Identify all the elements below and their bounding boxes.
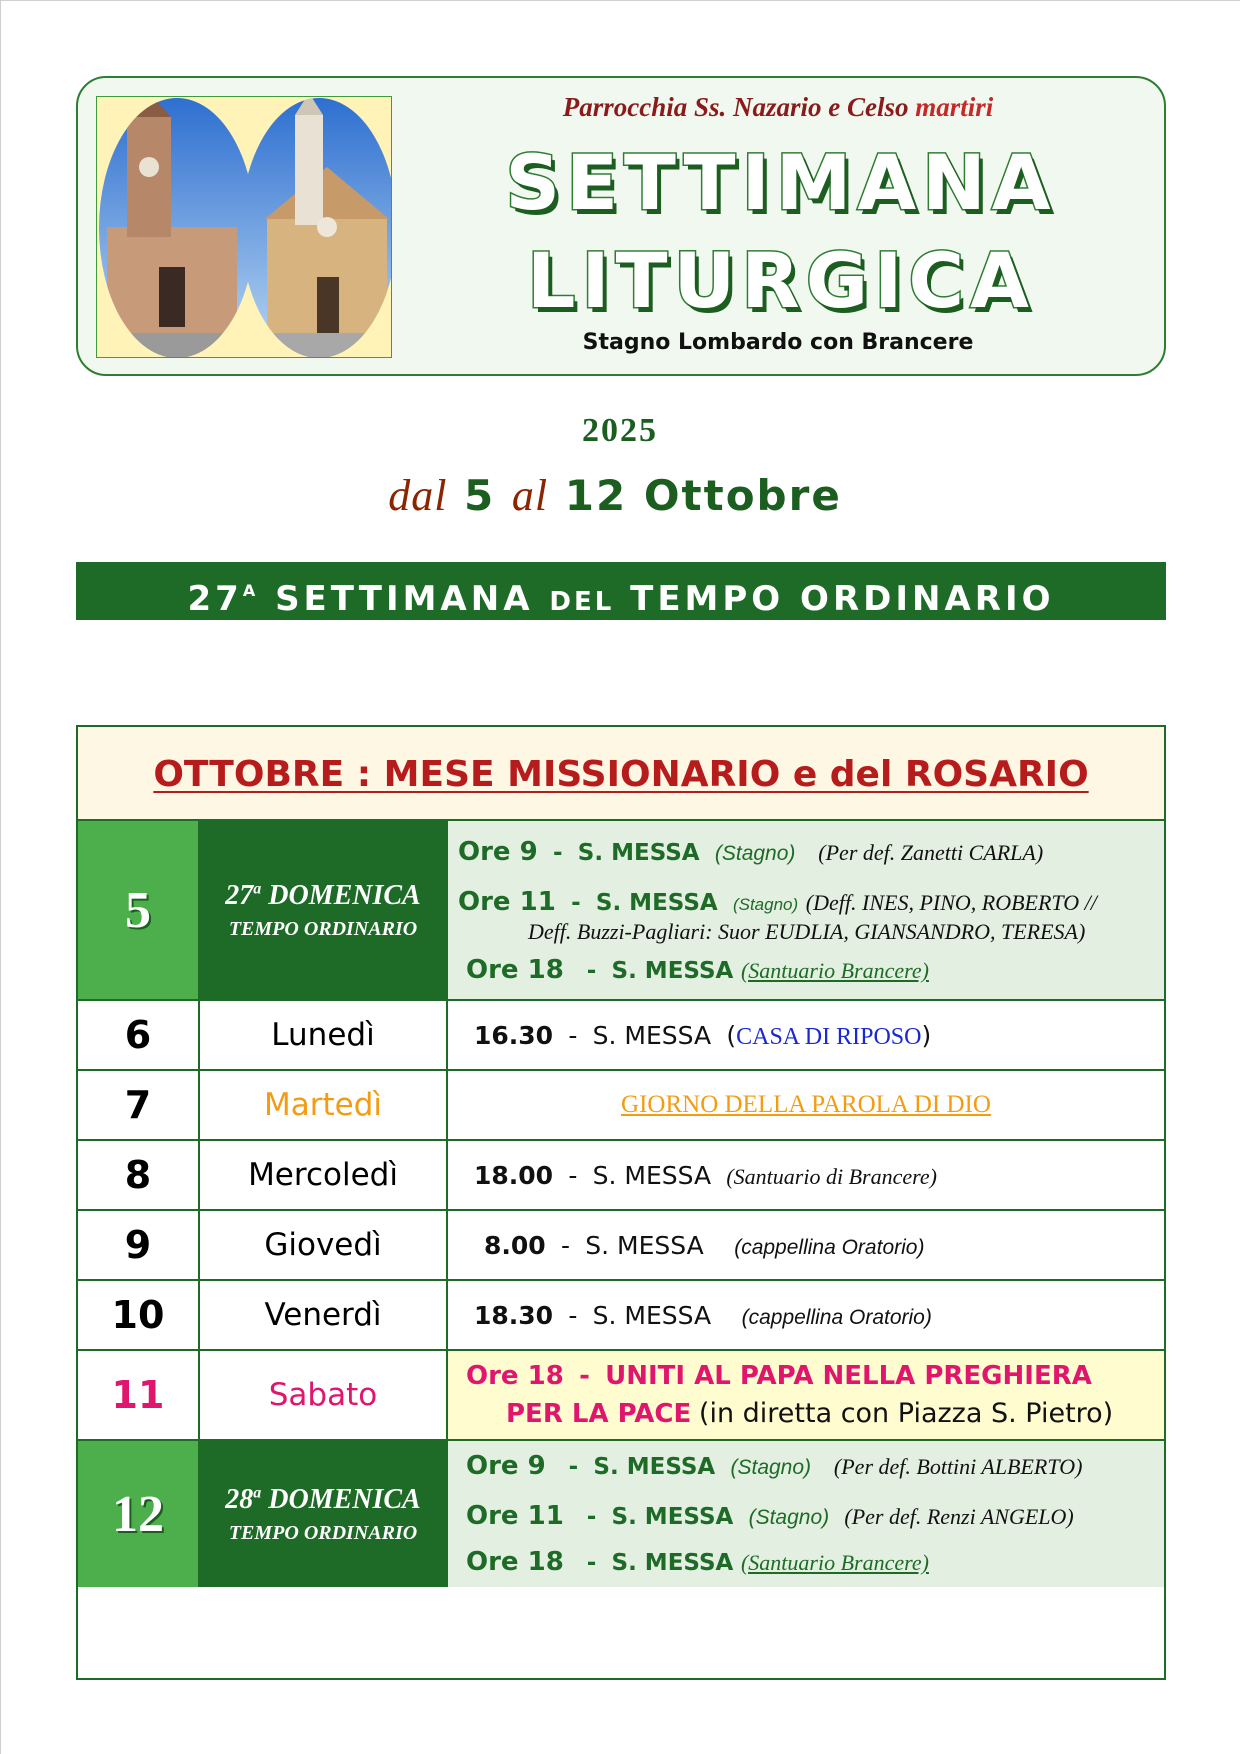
year: 2025	[582, 412, 658, 449]
event-line: PER LA PACE (in diretta con Piazza S. Pietro)	[506, 1398, 1114, 1429]
event-line: 8.00 - S. MESSA (cappellina Oratorio)	[484, 1231, 925, 1260]
table-row	[78, 1001, 1164, 1071]
sunday-sup: a	[253, 1484, 262, 1502]
day-events	[448, 1351, 1164, 1439]
day-name: Venerdì	[200, 1281, 448, 1349]
day-number: 12	[78, 1441, 200, 1587]
day-label	[200, 1441, 448, 1587]
table-row	[78, 1351, 1164, 1441]
title-line-1: SETTIMANA	[505, 138, 1057, 227]
day-name: Lunedì	[200, 1001, 448, 1069]
sunday-sup: a	[253, 880, 262, 898]
dates-start: 5	[464, 471, 496, 520]
day-number: 5	[78, 821, 200, 999]
header-box	[76, 76, 1166, 376]
dates-dal: dal	[388, 471, 448, 520]
event-line: Ore 9 - S. MESSA (Stagno) (Per def. Zanetti CARLA)	[458, 837, 1044, 867]
dates-al: al	[511, 471, 549, 520]
day-number: 7	[78, 1071, 200, 1139]
week-banner	[76, 562, 1166, 620]
day-events	[448, 1441, 1164, 1587]
church-illustration	[97, 97, 392, 358]
day-events	[448, 1211, 1164, 1279]
place-name: Stagno Lombardo con Brancere	[582, 330, 974, 355]
table-row	[78, 1281, 1164, 1351]
day-number: 10	[78, 1281, 200, 1349]
church-photos	[96, 96, 392, 358]
banner-number: 27	[187, 579, 243, 619]
day-events	[448, 1001, 1164, 1069]
title-line-2: LITURGICA	[526, 236, 1036, 325]
event-line: Ore 11 - S. MESSA (Stagno) (Per def. Renzi ANGELO)	[466, 1501, 1074, 1531]
dates-end: 12 Ottobre	[564, 471, 842, 520]
sunday-sub: TEMPO ORDINARIO	[228, 917, 418, 940]
sunday-word: DOMENICA	[261, 879, 421, 911]
date-range	[0, 470, 1230, 521]
table-row	[78, 1071, 1164, 1141]
sunday-ordinal: 27	[225, 879, 254, 911]
day-name: Mercoledì	[200, 1141, 448, 1209]
event-line: Deff. Buzzi-Pagliari: Suor EUDLIA, GIANSANDRO, TERESA)	[528, 919, 1086, 944]
table-row	[78, 821, 1164, 1001]
event-line: 18.30 - S. MESSA (cappellina Oratorio)	[474, 1301, 932, 1330]
day-number: 11	[78, 1351, 200, 1439]
sunday-word: DOMENICA	[261, 1483, 421, 1515]
day-events	[448, 1281, 1164, 1349]
month-title-row	[78, 727, 1164, 821]
day-number: 8	[78, 1141, 200, 1209]
day-events	[448, 1141, 1164, 1209]
banner-sup: A	[242, 581, 260, 600]
table-row	[78, 1211, 1164, 1281]
table-row	[78, 1441, 1164, 1587]
day-name: Giovedì	[200, 1211, 448, 1279]
event-line: 16.30 - S. MESSA (CASA DI RIPOSO)	[474, 1021, 932, 1050]
sunday-ordinal: 28	[225, 1483, 254, 1515]
day-label	[200, 821, 448, 999]
event-line: Ore 9 - S. MESSA (Stagno) (Per def. Bottini ALBERTO)	[466, 1451, 1083, 1481]
day-number: 6	[78, 1001, 200, 1069]
event-line: Ore 18 - UNITI AL PAPA NELLA PREGHIERA	[466, 1361, 1092, 1391]
event-line: Ore 18 - S. MESSA (Santuario Brancere)	[466, 955, 929, 985]
day-name: Sabato	[200, 1351, 448, 1439]
day-name: Martedì	[200, 1071, 448, 1139]
banner-word-1: SETTIMANA	[275, 579, 534, 619]
parish-name: Parrocchia Ss. Nazario e Celso martiri	[562, 92, 994, 122]
event-line: Ore 18 - S. MESSA (Santuario Brancere)	[466, 1547, 929, 1577]
day-events	[448, 821, 1164, 999]
banner-word-3: TEMPO ORDINARIO	[630, 579, 1055, 619]
day-events	[448, 1071, 1164, 1139]
schedule-table	[76, 725, 1166, 1680]
month-title: OTTOBRE : MESE MISSIONARIO e del ROSARIO	[153, 754, 1089, 795]
day-number: 9	[78, 1211, 200, 1279]
event-line: Ore 11 - S. MESSA (Stagno) (Deff. INES, PINO, ROBERTO //	[458, 887, 1097, 917]
event-parola: GIORNO DELLA PAROLA DI DIO	[621, 1091, 991, 1118]
event-line: 18.00 - S. MESSA (Santuario di Brancere)	[474, 1161, 937, 1190]
table-row	[78, 1141, 1164, 1211]
banner-word-2: DEL	[549, 587, 615, 617]
sunday-sub: TEMPO ORDINARIO	[228, 1521, 418, 1544]
